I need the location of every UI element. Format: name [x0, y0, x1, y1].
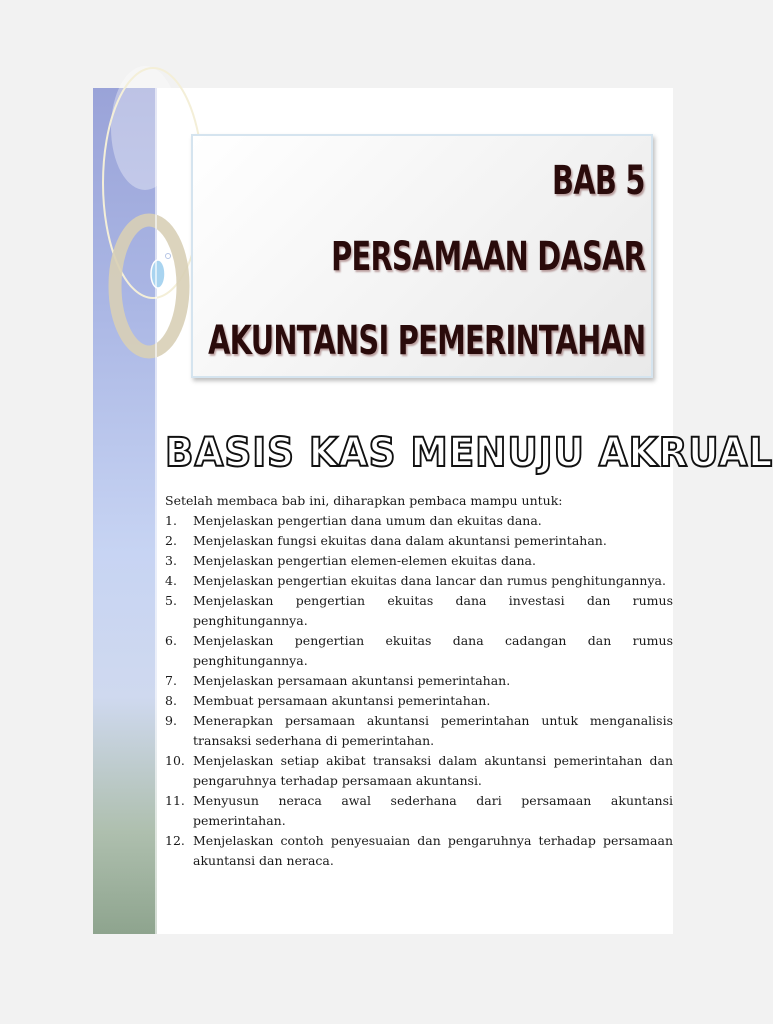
side-band-edge [155, 88, 157, 934]
item-text: Menjelaskan persamaan akuntansi pemerintahan. [193, 673, 511, 688]
list-item [165, 631, 673, 671]
item-number: 2. [165, 533, 177, 548]
item-text: Menyusun neraca awal sederhana dari persamaan akuntansi pemerintahan. [193, 793, 673, 828]
item-text: Menjelaskan pengertian ekuitas dana lancar dan rumus penghitungannya. [193, 573, 666, 588]
decorative-swirl [93, 88, 183, 388]
list-item [165, 511, 673, 531]
list-item [165, 831, 673, 871]
chapter-title-line-2: AKUNTANSI PEMERINTAHAN [207, 318, 645, 364]
chapter-title-line-1: PERSAMAAN DASAR [331, 234, 645, 280]
item-text: Menjelaskan pengertian ekuitas dana cadangan dan rumus penghitungannya. [193, 633, 673, 668]
item-text: Membuat persamaan akuntansi pemerintahan. [193, 693, 491, 708]
item-text: Menjelaskan contoh penyesuaian dan pengaruhnya terhadap persamaan akuntansi dan neraca. [193, 833, 673, 868]
item-number: 9. [165, 713, 177, 728]
objectives-list [165, 511, 673, 871]
item-number: 8. [165, 693, 177, 708]
item-number: 4. [165, 573, 177, 588]
intro-text: Setelah membaca bab ini, diharapkan pembaca mampu untuk: [165, 493, 563, 508]
document-page [93, 88, 773, 934]
item-number: 6. [165, 633, 177, 648]
item-number: 3. [165, 553, 177, 568]
item-number: 10. [165, 753, 185, 768]
chapter-number: BAB 5 [552, 158, 645, 204]
list-item [165, 551, 673, 571]
list-item [165, 591, 673, 631]
chapter-title-box [191, 134, 653, 378]
list-item [165, 791, 673, 831]
objectives-section [165, 491, 673, 871]
list-item [165, 711, 673, 751]
list-item [165, 571, 673, 591]
item-text: Menjelaskan fungsi ekuitas dana dalam akuntansi pemerintahan. [193, 533, 607, 548]
item-text: Menjelaskan pengertian elemen-elemen ekuitas dana. [193, 553, 536, 568]
item-number: 1. [165, 513, 177, 528]
list-item [165, 691, 673, 711]
list-item [165, 671, 673, 691]
item-number: 7. [165, 673, 177, 688]
list-item [165, 531, 673, 551]
item-text: Menjelaskan pengertian ekuitas dana investasi dan rumus penghitungannya. [193, 593, 673, 628]
item-number: 11. [165, 793, 185, 808]
item-text: Menjelaskan pengertian dana umum dan ekuitas dana. [193, 513, 542, 528]
item-number: 5. [165, 593, 177, 608]
item-text: Menerapkan persamaan akuntansi pemerintahan untuk menganalisis transaksi sederhana di pemerintahan. [193, 713, 673, 748]
item-text: Menjelaskan setiap akibat transaksi dalam akuntansi pemerintahan dan pengaruhnya terhadap persamaan akuntansi. [193, 753, 673, 788]
item-number: 12. [165, 833, 185, 848]
chapter-subtitle: BASIS KAS MENUJU AKRUAL [165, 430, 773, 476]
list-item [165, 751, 673, 791]
